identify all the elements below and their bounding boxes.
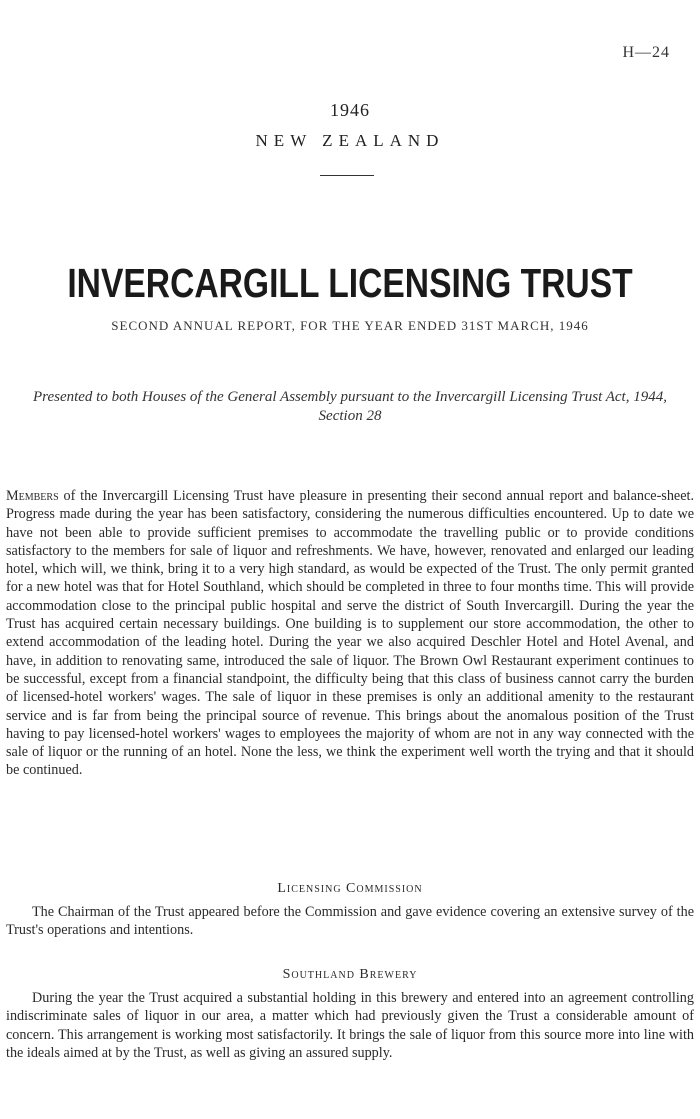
southland-brewery-paragraph: During the year the Trust acquired a substantial holding in this brewery and entered into an agreement controlling indiscriminate sales of liquor in our area, a matter which had previously given the Trust a considerable amount of concern. This arrangement is working most satisfactorily. It brings the sale of liquor from this source more into line with the ideals aimed at by the Trust, as well as giving an assured supply. xyxy=(6,990,694,1061)
intro-text: of the Invercargill Licensing Trust have pleasure in presenting their second annual report and balance-sheet. Progress made during the year has been satisfactory, considering the numerous difficulties encountered. Up to date we have not been able to provide sufficient premises to accommodate the travelling public or to provide conditions satisfactory to the members for sale of liquor and refreshments. We have, however, renovated and enlarged our leading hotel, which will, we think, bring it to a very high standard, as would be expected of the Trust. The only permit granted for a new hotel was that for Hotel Southland, which should be completed in three to four months time. This will provide accommodation close to the principal public hospital and serve the district of South Invercargill. During the year the Trust has acquired certain necessary buildings. One building is to supplement our store accommodation, the other to extend accommodation of the leading hotel. During the year we also acquired Deschler Hotel and Hotel Avenal, and have, in addition to renovating same, introduced the sale of liquor. The Brown Owl Restaurant experiment continues to be successful, except from a financial standpoint, the difficulty being that this class of business cannot carry the burden of licensed-hotel workers' wages. The sale of liquor in these premises is only an additional amenity to the restaurant service and is far from being the principal source of revenue. This brings about the anomalous position of the Trust having to pay licensed-hotel workers' wages to employees the majority of whom are not in any way connected with the sale of liquor or the running of an hotel. None the less, we think the experiment well worth the trying and that it should be continued. xyxy=(6,488,694,779)
title-divider xyxy=(320,175,374,176)
document-subtitle: SECOND ANNUAL REPORT, FOR THE YEAR ENDED 31ST MARCH, 1946 xyxy=(111,318,589,333)
licensing-commission-paragraph: The Chairman of the Trust appeared before the Commission and gave evidence covering an extensive survey of the Trust's operations and intentions. xyxy=(6,904,694,939)
document-country: NEW ZEALAND xyxy=(255,131,445,150)
document-title: INVERCARGILL LICENSING TRUST xyxy=(67,260,633,306)
intro-paragraph xyxy=(6,487,694,780)
licensing-commission-heading: Licensing Commission xyxy=(277,881,423,896)
page-reference: H—24 xyxy=(622,44,670,61)
southland-brewery-heading: Southland Brewery xyxy=(282,967,418,982)
document-year: 1946 xyxy=(330,100,370,120)
intro-lead-word: Members xyxy=(6,488,59,504)
presented-statement: Presented to both Houses of the General Assembly pursuant to the Invercargill Licensing Trust Act, 1944, Section 28 xyxy=(33,389,667,424)
